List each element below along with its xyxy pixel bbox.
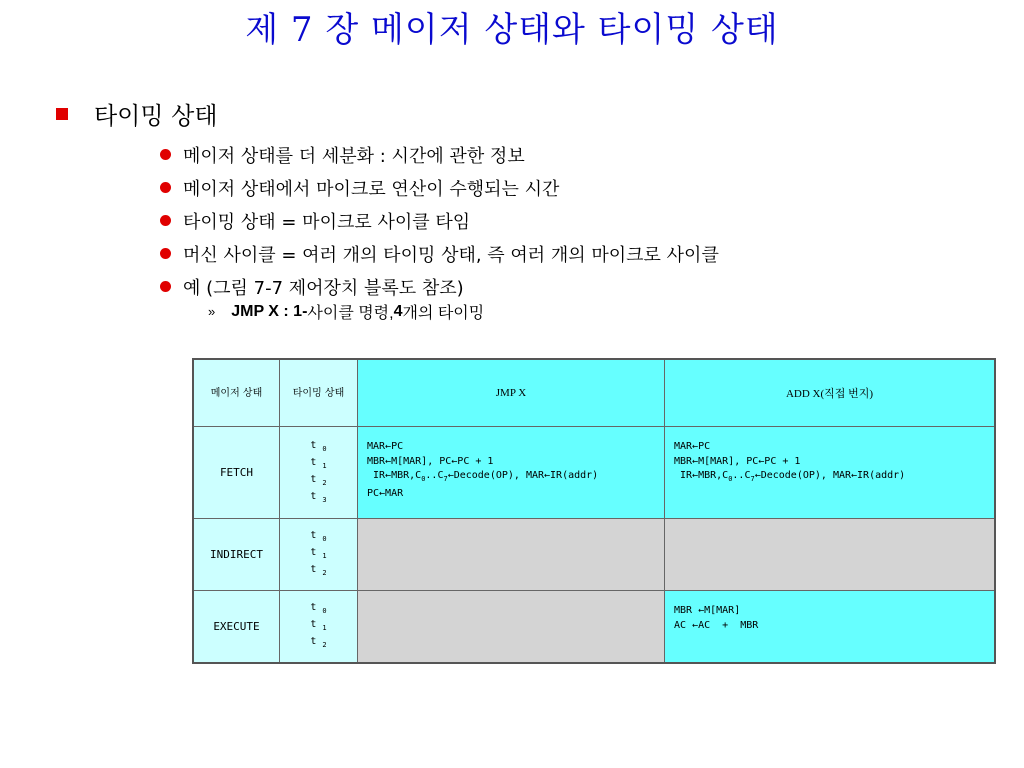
bullet-item: [160, 171, 719, 204]
table-header-row: [193, 359, 995, 427]
state-cell: INDIRECT: [193, 519, 280, 591]
table-row: [193, 519, 995, 591]
bullet-item: [160, 204, 719, 237]
table-row: [193, 427, 995, 519]
heading-text: 타이밍 상태: [94, 102, 218, 130]
bullet-text: 머신 사이클 = 여러 개의 타이밍 상태, 즉 여러 개의 마이크로 사이클: [183, 244, 719, 266]
sub-bullet-text-2: 개의 타이밍: [402, 305, 485, 322]
dot-bullet-icon: [160, 182, 171, 193]
dot-bullet-icon: [160, 215, 171, 226]
sub-bullet-item: [208, 300, 484, 323]
header-timing-state: 타이밍 상태: [280, 359, 358, 427]
bullet-item: [160, 270, 719, 303]
jmp-indirect-empty: [358, 519, 665, 591]
state-cell: FETCH: [193, 427, 280, 519]
header-jmp: JMP X: [358, 359, 665, 427]
timing-table: [192, 358, 996, 664]
raquo-bullet-icon: »: [208, 304, 216, 319]
sub-bullet-bold-1: JMP X : 1-: [231, 302, 308, 320]
timing-cell: t $_0$ t $_1$ t $_2$: [280, 591, 358, 663]
add-fetch-ops: MAR←PC MBR←M[MAR], PC←PC + 1 $IR\leftarrow MBR,C_0..C_7\leftarrow Decode(OP)$, MAR←IR(addr): [665, 427, 996, 519]
jmp-fetch-ops: MAR←PC MBR←M[MAR], PC←PC + 1 $IR\leftarrow MBR,C_0..C_7\leftarrow Decode(OP)$, MAR←IR(addr) PC←MAR: [358, 427, 665, 519]
bullet-text: 타이밍 상태 = 마이크로 사이클 타임: [183, 211, 471, 233]
bullet-list: [160, 138, 719, 303]
timing-cell: t $_0$ t $_1$ t $_2$ t $_3$: [280, 427, 358, 519]
header-major-state: 메이저 상태: [193, 359, 280, 427]
timing-cell: t $_0$ t $_1$ t $_2$: [280, 519, 358, 591]
dot-bullet-icon: [160, 248, 171, 259]
bullet-text: 메이저 상태에서 마이크로 연산이 수행되는 시간: [183, 178, 560, 200]
header-add: ADD X(직접 번지): [665, 359, 996, 427]
slide-title: 제 7 장 메이저 상태와 타이밍 상태: [245, 10, 779, 50]
heading-item: [56, 96, 218, 131]
dot-bullet-icon: [160, 281, 171, 292]
jmp-execute-empty: [358, 591, 665, 663]
bullet-text: 메이저 상태를 더 세분화 : 시간에 관한 정보: [183, 145, 525, 167]
bullet-item: [160, 237, 719, 270]
sub-bullet-text-1: 사이클 명령,: [307, 305, 394, 322]
bullet-text: 예 (그림 7-7 제어장치 블록도 참조): [183, 277, 464, 299]
bullet-item: [160, 138, 719, 171]
square-bullet-icon: [56, 108, 68, 120]
state-cell: EXECUTE: [193, 591, 280, 663]
sub-bullet-bold-2: 4: [393, 302, 403, 320]
add-indirect-empty: [665, 519, 996, 591]
dot-bullet-icon: [160, 149, 171, 160]
table-row: [193, 591, 995, 663]
add-execute-ops: MBR ←M[MAR] AC ←AC + MBR: [665, 591, 996, 663]
